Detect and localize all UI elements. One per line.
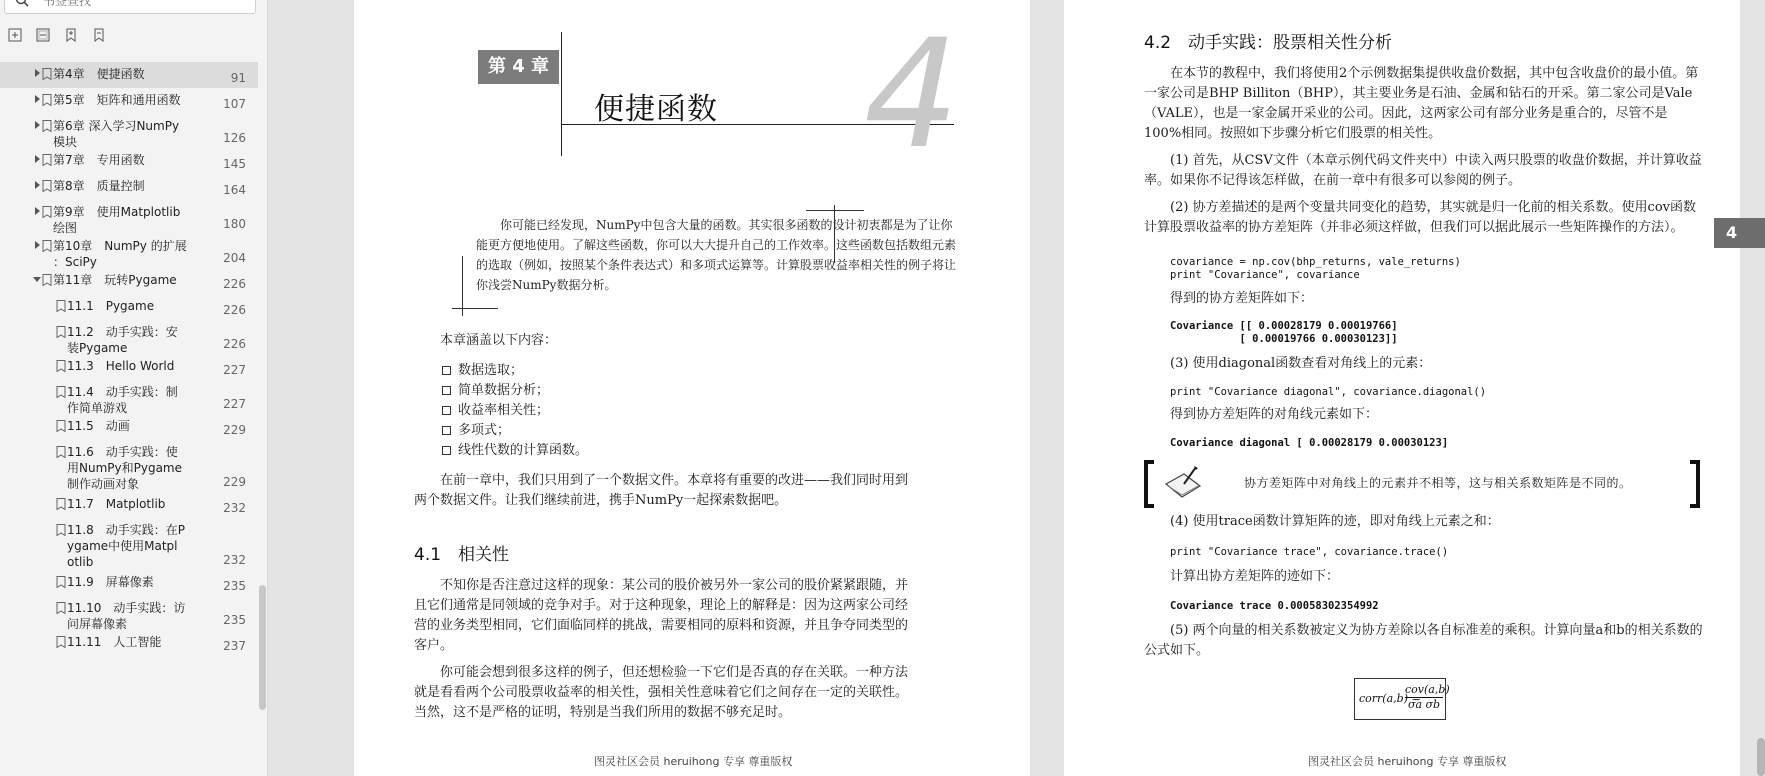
bookmark-label [67,358,174,374]
caret-down-icon[interactable] [32,274,42,284]
add-bookmark-button[interactable] [62,26,80,44]
bookmark-label-line: 第9章 使用Matplotlib [53,205,181,219]
bookmark-page-number: 145 [223,157,246,171]
covers-list [440,361,588,461]
bookmark-item[interactable] [0,320,258,354]
bookmark-label-line: 装Pygame [67,341,128,355]
bookmark-icon [56,602,66,614]
tip-box [1144,460,1700,508]
bookmark-icon [92,28,106,42]
paragraph: (1) 首先，从CSV文件（本章示例代码文件夹中）中读入两只股票的收盘价数据，并计算收益率。如果你不记得该怎样做，在前一章中有很多可以参阅的例子。 [1144,153,1702,188]
bookmark-label-line: 制作动画对象 [67,477,140,491]
intro-text: 你可能已经发现，NumPy中包含大量的函数。其实很多函数的设计初衷都是为了让你能更方便地使用。了解这些函数，你可以大大提升自己的工作效率。这些函数包括数组元素的选取（例如，按照某个条件表达式）和多项式运算等。计算股票收益率相关性的例子将让你浅尝NumPy数据分析。 [476,218,957,292]
bookmark-page-number: 235 [223,579,246,593]
bookmark-search-box[interactable] [4,0,256,14]
covers-list-text: 线性代数的计算函数。 [458,443,589,458]
bookmark-item[interactable] [0,492,258,518]
chapter-tag: 第 4 章 [478,50,559,84]
crop-mark [462,256,463,316]
section-4-2-intro [1144,64,1704,245]
bookmark-label-line: 11.9 屏幕像素 [67,575,154,589]
bookmark-page-number: 237 [223,639,246,653]
bookmark-page-number: 235 [223,613,246,627]
covers-list-item [440,361,588,381]
code-output-trace: Covariance trace 0.00058302354992 [1170,600,1379,612]
bookmark-page-number: 229 [223,423,246,437]
bookmark-label [67,444,182,492]
bookmark-icon [56,360,66,372]
paragraph: 你可能会想到很多这样的例子，但还想检验一下它们是否真的存在关联。一种方法就是看看两个公司股票收益率的相关性，强相关性意味着它们之间存在一定的关联性。当然，这不是严格的证明，特别是当我们所用的数据不够充足时。 [414,665,909,720]
bookmark-toolbar [6,26,108,48]
bookmark-icon [56,636,66,648]
bookmark-label-line: 11.1 Pygame [67,299,155,313]
page-footer: 图灵社区会员 heruihong 专享 尊重版权 [594,755,793,768]
bookmark-label-line: 第6章 深入学习NumPy [53,119,180,133]
formula-lhs: corr(a,b) = [1359,692,1421,705]
result-label [1170,567,1670,587]
page-footer: 图灵社区会员 heruihong 专享 尊重版权 [1308,755,1507,768]
sidebar-scrollbar[interactable] [259,585,266,710]
bookmark-label-line: 11.11 人工智能 [67,635,162,649]
bookmark-icon [42,154,52,166]
bookmark-label-line: 问屏幕像素 [67,617,128,631]
code-block-cov: covariance = np.cov(bhp_returns, vale_returns) print "Covariance", covariance [1170,256,1461,281]
bookmark-label-line: 11.3 Hello World [67,359,175,373]
bookmark-label-line: 11.7 Matplotlib [67,497,166,511]
bookmark-label-line: otlib [67,555,94,569]
formula-numerator: cov(a,b) [1405,683,1450,696]
bookmark-item[interactable] [0,570,258,596]
bookmark-page-number: 91 [230,71,246,85]
bookmark-item[interactable] [0,354,258,380]
paragraph: (5) 两个向量的相关系数被定义为协方差除以各自标准差的乘积。计算向量a和b的相关系数的公式如下。 [1144,623,1703,658]
bookmark-label [67,384,178,416]
bookmark-panel [0,0,268,776]
checkbox-bullet-icon [442,386,451,395]
bookmark-item[interactable] [0,414,258,440]
document-viewer[interactable] [268,0,1765,776]
step-5 [1144,621,1704,668]
caret-right-icon[interactable] [32,154,42,164]
bookmark-label-line: 第5章 矩阵和通用函数 [53,93,181,107]
bookmark-item[interactable] [0,88,258,114]
paragraph: (2) 协方差描述的是两个变量共同变化的趋势，其实就是归一化前的相关系数。使用cov函数计算股票收益率的协方差矩阵（并非必须这样做，但我们可以据此展示一些矩阵操作的方法）。 [1144,200,1696,235]
bookmark-page-number: 226 [223,337,246,351]
caret-right-icon[interactable] [32,206,42,216]
bookmark-page-number: 126 [223,131,246,145]
covers-list-text: 简单数据分析； [458,383,550,398]
covers-label-text: 本章涵盖以下内容： [440,333,558,348]
bookmark-label [67,522,185,570]
result-label-text: 计算出协方差矩阵的迹如下： [1170,569,1340,584]
expand-all-button[interactable] [6,26,24,44]
bookmark-page-number: 226 [223,277,246,291]
formula-fraction [1405,683,1450,712]
result-label-text: 得到协方差矩阵的对角线元素如下： [1170,407,1379,422]
result-label-text: 得到的协方差矩阵如下： [1170,291,1314,306]
bookmark-label-line: 模块 [53,135,78,149]
code-block-trace: print "Covariance trace", covariance.trace() [1170,546,1449,558]
step-3 [1170,354,1710,374]
page-right [1064,0,1740,776]
bookmark-page-number: 227 [223,363,246,377]
bookmark-label [67,574,154,590]
checkbox-bullet-icon [442,446,451,455]
bookmark-icon [56,446,66,458]
bookmark-label [67,634,161,650]
bookmark-item[interactable] [0,268,258,294]
bookmark-label [53,118,179,150]
caret-right-icon[interactable] [32,180,42,190]
bookmark-label [53,178,145,194]
chapter-intro [476,215,956,295]
bookmark-settings-button[interactable] [90,26,108,44]
bookmark-icon [56,326,66,338]
section-heading-4-1: 4.1 相关性 [414,545,510,565]
bookmark-label-line: 11.4 动手实践：制 [67,385,178,399]
bookmark-page-number: 164 [223,183,246,197]
bookmark-list [0,62,258,656]
step-4 [1170,512,1710,532]
bookmark-label [53,238,187,270]
bookmark-label-line: 绘图 [53,221,78,235]
bookmark-item[interactable] [0,294,258,320]
collapse-all-icon [36,28,50,42]
section-4-1-body [414,576,914,730]
chapter-rule-vertical [561,32,562,156]
bookmark-label-line: 11.8 动手实践：在P [67,523,185,537]
collapse-all-button[interactable] [34,26,52,44]
caret-right-icon[interactable] [32,120,42,130]
bookmark-icon [42,120,52,132]
bookmark-label-line: 11.2 动手实践：安 [67,325,178,339]
caret-right-icon[interactable] [32,68,42,78]
bookmark-item[interactable] [0,174,258,200]
bookmark-label-line: 第11章 玩转Pygame [53,273,177,287]
covers-list-text: 数据选取； [458,363,524,378]
bookmark-label-line: 作简单游戏 [67,401,128,415]
bookmark-icon [42,94,52,106]
bookmark-label-line: 第7章 专用函数 [53,153,145,167]
bookmark-label [67,496,165,512]
bookmark-icon [56,420,66,432]
bookmark-item[interactable] [0,234,258,268]
result-label [1170,405,1670,425]
bookmark-item[interactable] [0,518,258,570]
bookmark-item[interactable] [0,62,258,88]
covers-list-item [440,381,588,401]
correlation-formula [1354,678,1450,720]
chapter-side-tab: 4 [1714,218,1765,248]
bookmark-icon [56,524,66,536]
bookmark-label-line: 第4章 便捷函数 [53,67,145,81]
bookmark-page-number: 232 [223,553,246,567]
step-3-text: (3) 使用diagonal函数查看对角线上的元素： [1170,356,1432,371]
result-label [1170,289,1670,309]
code-output-diagonal: Covariance diagonal [ 0.00028179 0.00030123] [1170,437,1449,449]
code-block-diagonal: print "Covariance diagonal", covariance.diagonal() [1170,386,1487,398]
chapter-number: 4 [864,8,960,182]
tip-text: 协方差矩阵中对角线上的元素并不相等，这与相关系数矩阵是不同的。 [1244,476,1632,490]
bookmark-page-number: 229 [223,475,246,489]
search-icon [15,0,29,7]
paragraph: 不知你是否注意过这样的现象：某公司的股价被另外一家公司的股价紧紧跟随，并且它们通常是同领域的竞争对手。对于这种现象，理论上的解释是：因为这两家公司经营的业务类型相同，它们面临同样的挑战，需要相同的原料和资源，并且争夺同类型的客户。 [414,578,909,653]
checkbox-bullet-icon [442,426,451,435]
tip-bracket-left [1144,460,1154,508]
bookmark-label-line: 11.6 动手实践：使 [67,445,178,459]
bookmark-label-line: ：SciPy [53,255,97,269]
bookmark-item[interactable] [0,114,258,148]
caret-right-icon[interactable] [32,94,42,104]
bookmark-label-line: 用NumPy和Pygame [67,461,182,475]
bookmark-label [53,204,180,236]
bookmark-icon [42,274,52,286]
bookmark-icon [56,300,66,312]
bookmark-item[interactable] [0,148,258,174]
bookmark-item[interactable] [0,596,258,630]
bookmark-item[interactable] [0,630,258,656]
bookmark-icon [56,576,66,588]
viewer-scrollbar[interactable] [1757,738,1765,776]
checkbox-bullet-icon [442,366,451,375]
bookmark-item[interactable] [0,440,258,492]
bookmark-label-line: 第8章 质量控制 [53,179,145,193]
bookmark-label [67,600,185,632]
page-left [354,0,1030,776]
covers-list-text: 收益率相关性； [458,403,550,418]
bookmark-icon [56,386,66,398]
bookmark-page-number: 227 [223,397,246,411]
bookmark-page-number: 226 [223,303,246,317]
paragraph: 在本节的教程中，我们将使用2个示例数据集提供收盘价数据，其中包含收盘价的最小值。第一家公司是BHP Billiton（BHP），其主要业务是石油、金属和钻石的开采。第二家公司是Vale（VALE），也是一家金属开采业的公司。因此，这两家公司有部分业务是重合的，尽管不是100%相同。按照如下步骤分析它们股票的相关性。 [1144,66,1699,141]
bookmark-icon [42,206,52,218]
tip-bracket-right [1690,460,1700,508]
bookmark-label [53,66,145,82]
note-pen-icon [1160,464,1206,502]
covers-list-item [440,421,588,441]
bookmark-icon [56,498,66,510]
chapter-title: 便捷函数 [594,92,718,127]
checkbox-bullet-icon [442,406,451,415]
expand-all-icon [8,28,22,42]
bookmark-search-input[interactable] [43,0,243,11]
covers-list-text: 多项式； [458,423,511,438]
bookmark-page-number: 232 [223,501,246,515]
crop-mark [452,308,498,309]
bookmark-label [67,298,154,314]
bookmark-label [67,324,178,356]
bookmark-icon [42,240,52,252]
bookmark-label [53,152,145,168]
paragraph: 在前一章中，我们只用到了一个数据文件。本章将有重要的改进——我们同时用到两个数据文件。让我们继续前进，携手NumPy一起探索数据吧。 [414,473,909,508]
bookmark-page-number: 204 [223,251,246,265]
bookmark-label-line: 11.5 动画 [67,419,130,433]
caret-right-icon[interactable] [32,240,42,250]
step-4-text: (4) 使用trace函数计算矩阵的迹，即对角线上元素之和： [1170,514,1500,529]
add-bookmark-icon [64,28,78,42]
bookmark-page-number: 180 [223,217,246,231]
crop-mark [806,210,864,211]
intro-paragraphs [414,471,914,518]
covers-label [440,331,960,351]
bookmark-label-line: 11.10 动手实践：访 [67,601,186,615]
bookmark-label [53,92,181,108]
bookmark-label [67,418,130,434]
section-heading-4-2: 4.2 动手实践：股票相关性分析 [1144,33,1393,53]
formula-denominator: σa σb [1407,698,1441,711]
bookmark-label [53,272,177,288]
covers-list-item [440,441,588,461]
bookmark-item[interactable] [0,380,258,414]
covers-list-item [440,401,588,421]
bookmark-icon [42,68,52,80]
bookmark-item[interactable] [0,200,258,234]
bookmark-label-line: ygame中使用Matpl [67,539,178,553]
bookmark-label-line: 第10章 NumPy 的扩展 [53,239,187,253]
bookmark-icon [42,180,52,192]
code-output-covariance: Covariance [[ 0.00028179 0.00019766] [ 0.00019766 0.00030123]] [1170,320,1398,345]
bookmark-page-number: 107 [223,97,246,111]
